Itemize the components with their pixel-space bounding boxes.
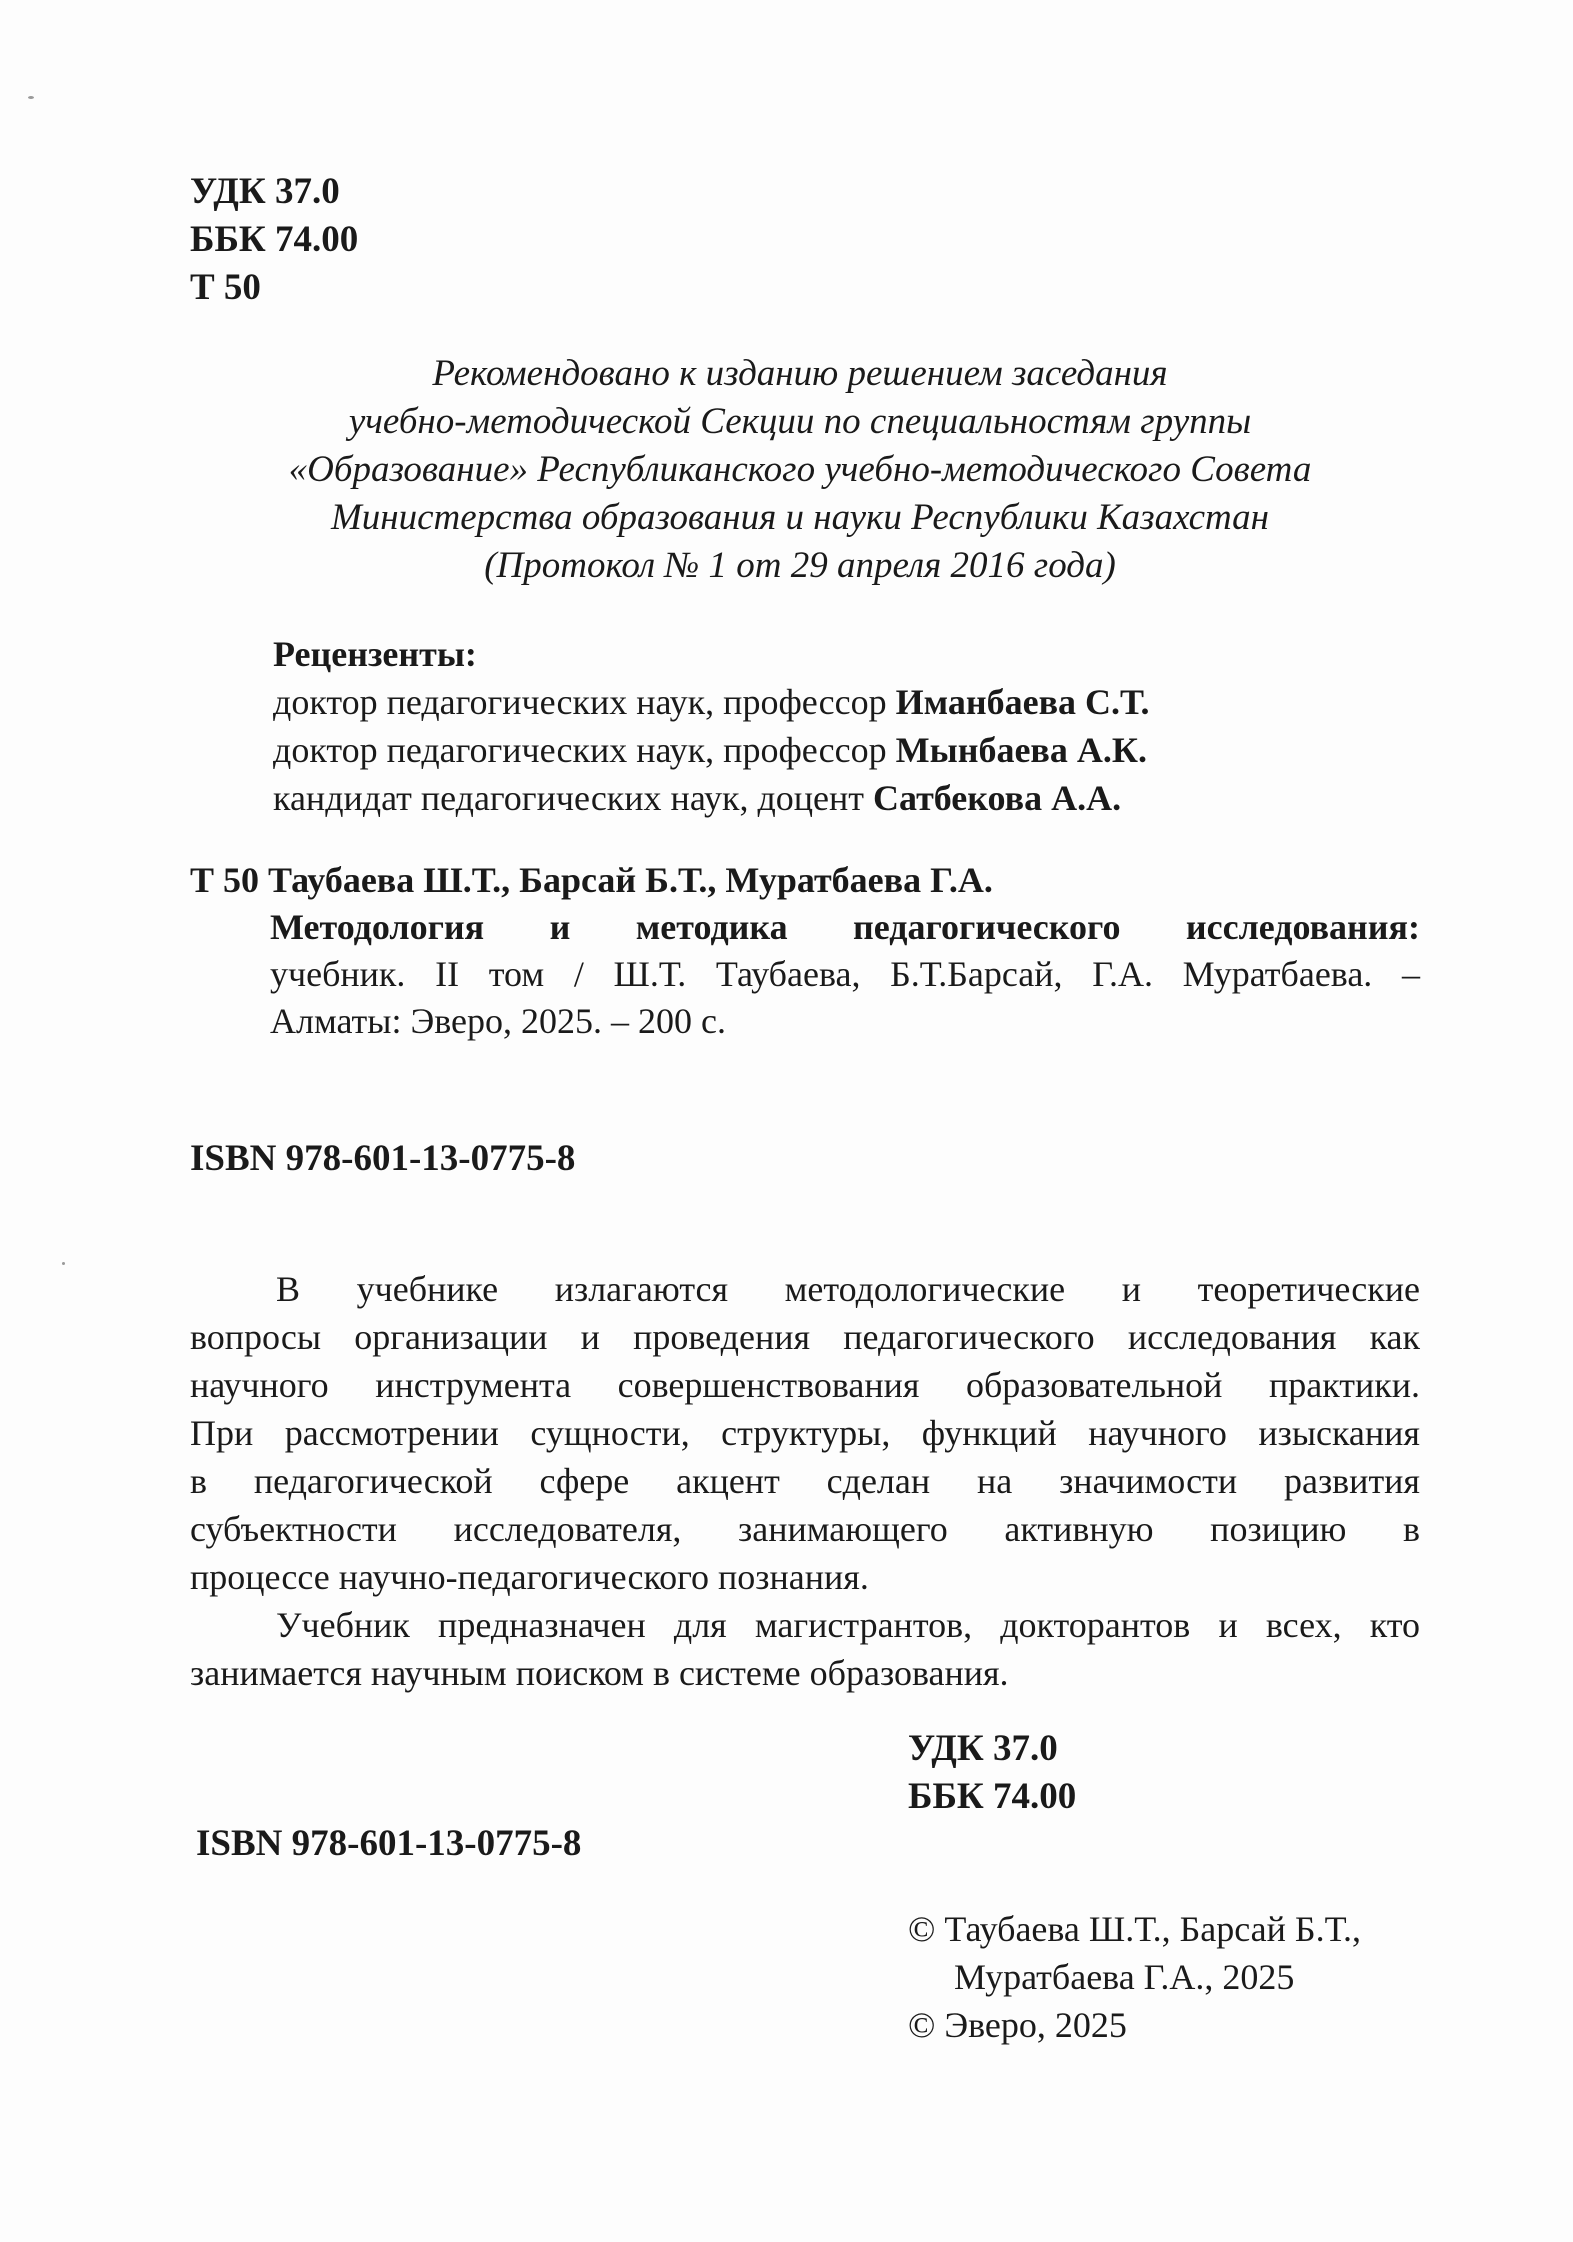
bibliographic-entry — [190, 857, 1420, 1045]
annotation-line: В учебнике излагаются методологические и теоретические — [276, 1269, 1420, 1309]
reviewer-name: Сатбекова А.А. — [873, 778, 1122, 818]
reviewer-title: кандидат педагогических наук, доцент — [273, 778, 874, 818]
bbk-code: ББК 74.00 — [908, 1776, 1077, 1817]
recommendation-line: учебно-методической Секции по специальностям группы — [348, 401, 1252, 442]
annotation-line: процессе научно-педагогического познания. — [190, 1557, 869, 1597]
reviewers-block — [273, 630, 1149, 822]
scan-speck — [28, 96, 34, 99]
recommendation-line: (Протокол № 1 от 29 апреля 2016 года) — [484, 545, 1116, 586]
reviewer-title: доктор педагогических наук, профессор — [273, 682, 896, 722]
bibliographic-line: Алматы: Эверо, 2025. – 200 с. — [270, 1001, 726, 1041]
isbn-top: ISBN 978-601-13-0775-8 — [190, 1138, 576, 1179]
udk-code: УДК 37.0 — [190, 171, 340, 212]
annotation-line: занимается научным поиском в системе образования. — [190, 1653, 1009, 1693]
recommendation-block — [200, 350, 1400, 590]
copyright-authors-cont: Муратбаева Г.А., 2025 — [954, 1957, 1295, 1997]
classification-top — [190, 168, 358, 312]
classification-bottom — [908, 1725, 1076, 1821]
scan-speck — [62, 1262, 65, 1265]
reviewers-heading: Рецензенты: — [273, 634, 477, 674]
annotation-line: субъектности исследователя, занимающего активную позицию в — [190, 1509, 1420, 1549]
reviewer-item — [273, 774, 1149, 822]
annotation-line: При рассмотрении сущности, структуры, функций научного изыскания — [190, 1413, 1420, 1453]
reviewer-title: доктор педагогических наук, профессор — [273, 730, 896, 770]
copyright-publisher: © Эверо, 2025 — [908, 2005, 1127, 2045]
annotation-line: Учебник предназначен для магистрантов, докторантов и всех, кто — [276, 1605, 1420, 1645]
copyright-block — [908, 1905, 1361, 2049]
annotation-line: научного инструмента совершенствования образовательной практики. — [190, 1365, 1420, 1405]
bibliographic-authors: Т 50 Таубаева Ш.Т., Барсай Б.Т., Муратбаева Г.А. — [190, 860, 993, 900]
reviewer-item — [273, 726, 1149, 774]
copyright-authors: © Таубаева Ш.Т., Барсай Б.Т., — [908, 1909, 1361, 1949]
recommendation-line: Министерства образования и науки Республики Казахстан — [330, 497, 1270, 538]
isbn-bottom: ISBN 978-601-13-0775-8 — [196, 1823, 582, 1864]
annotation-line: вопросы организации и проведения педагогического исследования как — [190, 1317, 1420, 1357]
book-title: Методология и методика педагогического исследования: — [270, 907, 1420, 947]
annotation-block — [190, 1265, 1420, 1697]
recommendation-line: «Образование» Республиканского учебно-методического Совета — [288, 449, 1312, 490]
recommendation-line: Рекомендовано к изданию решением заседания — [432, 353, 1168, 394]
bibliographic-line: учебник. II том / Ш.Т. Таубаева, Б.Т.Барсай, Г.А. Муратбаева. – — [270, 954, 1420, 994]
bbk-code: ББК 74.00 — [190, 219, 359, 260]
reviewer-name: Мынбаева А.К. — [895, 730, 1147, 770]
reviewer-name: Иманбаева С.Т. — [895, 682, 1150, 722]
udk-code: УДК 37.0 — [908, 1728, 1058, 1769]
author-sign: Т 50 — [190, 267, 261, 308]
reviewer-item — [273, 678, 1149, 726]
annotation-line: в педагогической сфере акцент сделан на значимости развития — [190, 1461, 1420, 1501]
